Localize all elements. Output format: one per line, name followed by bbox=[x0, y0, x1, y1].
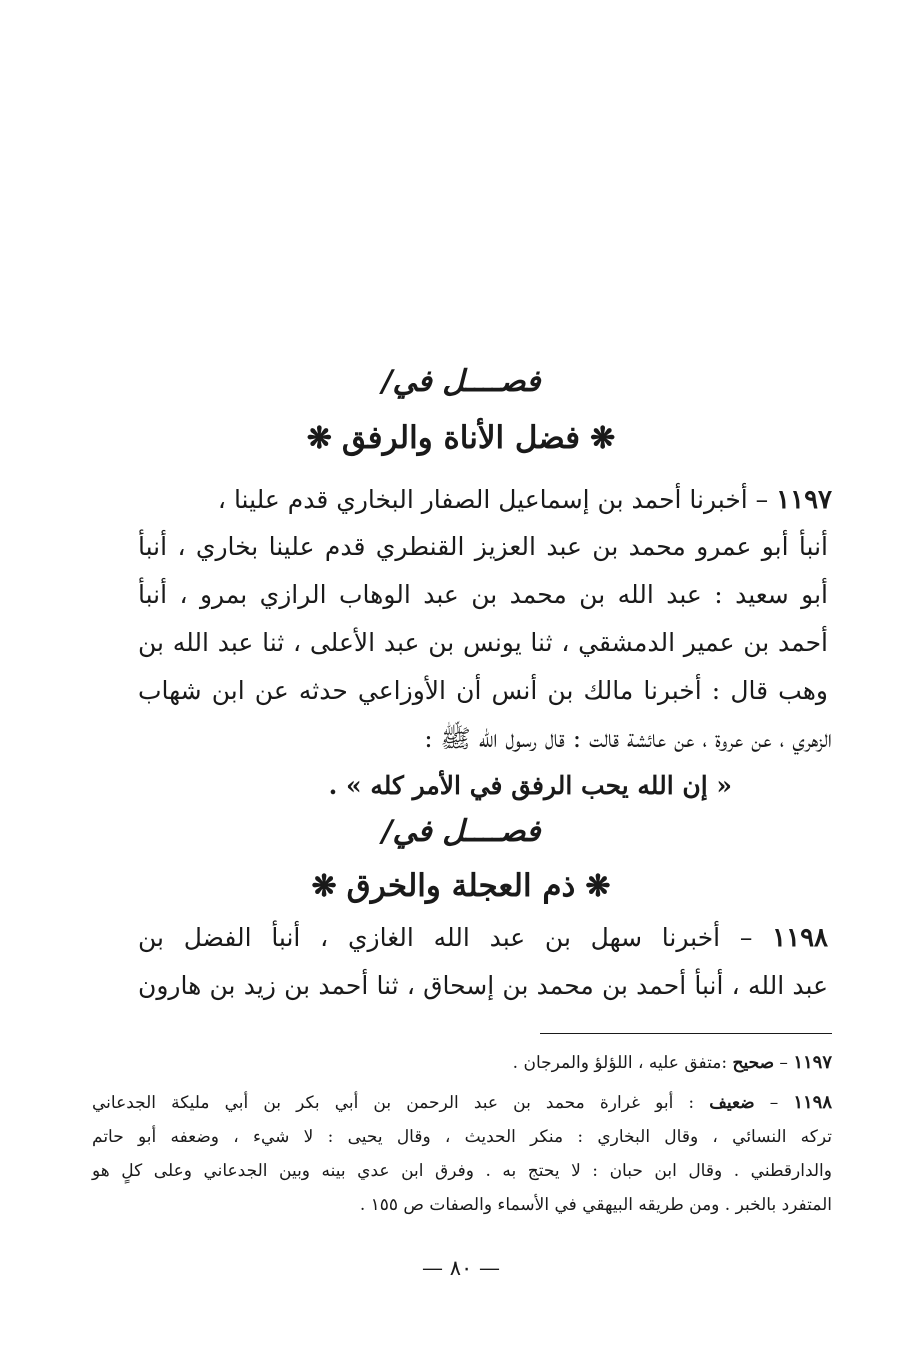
section-1-title: فضل الأناة والرفق bbox=[341, 420, 581, 456]
footnote-divider bbox=[540, 1033, 832, 1034]
ornament-star-icon: ❋ bbox=[585, 869, 611, 904]
section-1-fasl-label: فصــــل في/ bbox=[381, 364, 541, 399]
footnote-number-1197: ١١٩٧ bbox=[793, 1052, 832, 1073]
ornament-star-icon: ❋ bbox=[306, 421, 332, 456]
section-1-heading bbox=[0, 416, 922, 461]
hadith-1197-line-2: أنبأ أبو عمرو محمد بن عبد العزيز القنطري قدم علينا بخاري ، أنبأ bbox=[138, 532, 828, 561]
section-2-title: ذم العجلة والخرق bbox=[346, 868, 576, 904]
footnote-1198-line-3: والدارقطني . وقال ابن حبان : لا يحتج به . وفرق ابن عدي بينه وبين الجدعاني وعلى كلٍ هو bbox=[92, 1161, 832, 1181]
hadith-1197-line-6: الزهري ، عن عروة ، عن عائشة قالت : قال رسول الله ﷺ : bbox=[424, 724, 832, 753]
footnote-1198-line-4: المتفرد بالخبر . ومن طريقه البيهقي في الأسماء والصفات ص ١٥٥ . bbox=[359, 1195, 832, 1215]
hadith-number-1198: ١١٩٨ bbox=[772, 923, 828, 953]
hadith-1198-line-2: عبد الله ، أنبأ أحمد بن محمد بن إسحاق ، ثنا أحمد بن زيد بن هارون bbox=[138, 971, 828, 1000]
footnote-1198-line-1: ١١٩٨ – ضعيف : أبو غرارة محمد بن عبد الرحمن بن أبي بكر بن أبي مليكة الجدعاني bbox=[92, 1092, 832, 1113]
hadith-1197-line-3: أبو سعيد : عبد الله بن محمد بن عبد الوهاب الرازي بمرو ، أنبأ bbox=[138, 580, 828, 609]
footnote-1198-line-2: تركه النسائي ، وقال البخاري : منكر الحديث ، وقال يحيى : لا شيء ، وضعفه أبو حاتم bbox=[92, 1127, 832, 1147]
hadith-1197-text: « إن الله يحب الرفق في الأمر كله » . bbox=[328, 771, 732, 800]
ornament-star-icon: ❋ bbox=[590, 421, 616, 456]
hadith-1197-line-1: ١١٩٧ – أخبرنا أحمد بن إسماعيل الصفار البخاري قدم علينا ، bbox=[217, 485, 832, 515]
hadith-1197-line-4: أحمد بن عمير الدمشقي ، ثنا يونس بن عبد الأعلى ، ثنا عبد الله بن bbox=[138, 628, 828, 657]
ornament-star-icon: ❋ bbox=[311, 869, 337, 904]
page-number: — ٨٠ — bbox=[422, 1256, 500, 1280]
footnote-grade-1197: صحيح bbox=[732, 1053, 775, 1073]
hadith-1197-line-5: وهب قال : أخبرنا مالك بن أنس أن الأوزاعي حدثه عن ابن شهاب bbox=[138, 676, 828, 705]
hadith-1198-line-1: ١١٩٨ – أخبرنا سهل بن عبد الله الغازي ، أنبأ الفضل بن bbox=[138, 923, 828, 953]
section-2-fasl-label: فصــــل في/ bbox=[381, 814, 541, 849]
footnote-1197: ١١٩٧ – صحيح :متفق عليه ، اللؤلؤ والمرجان . bbox=[512, 1052, 832, 1073]
hadith-number-1197: ١١٩٧ bbox=[776, 485, 832, 515]
footnote-number-1198: ١١٩٨ bbox=[793, 1092, 832, 1113]
footnote-grade-1198: ضعيف bbox=[709, 1093, 755, 1113]
section-2-heading bbox=[0, 864, 922, 909]
